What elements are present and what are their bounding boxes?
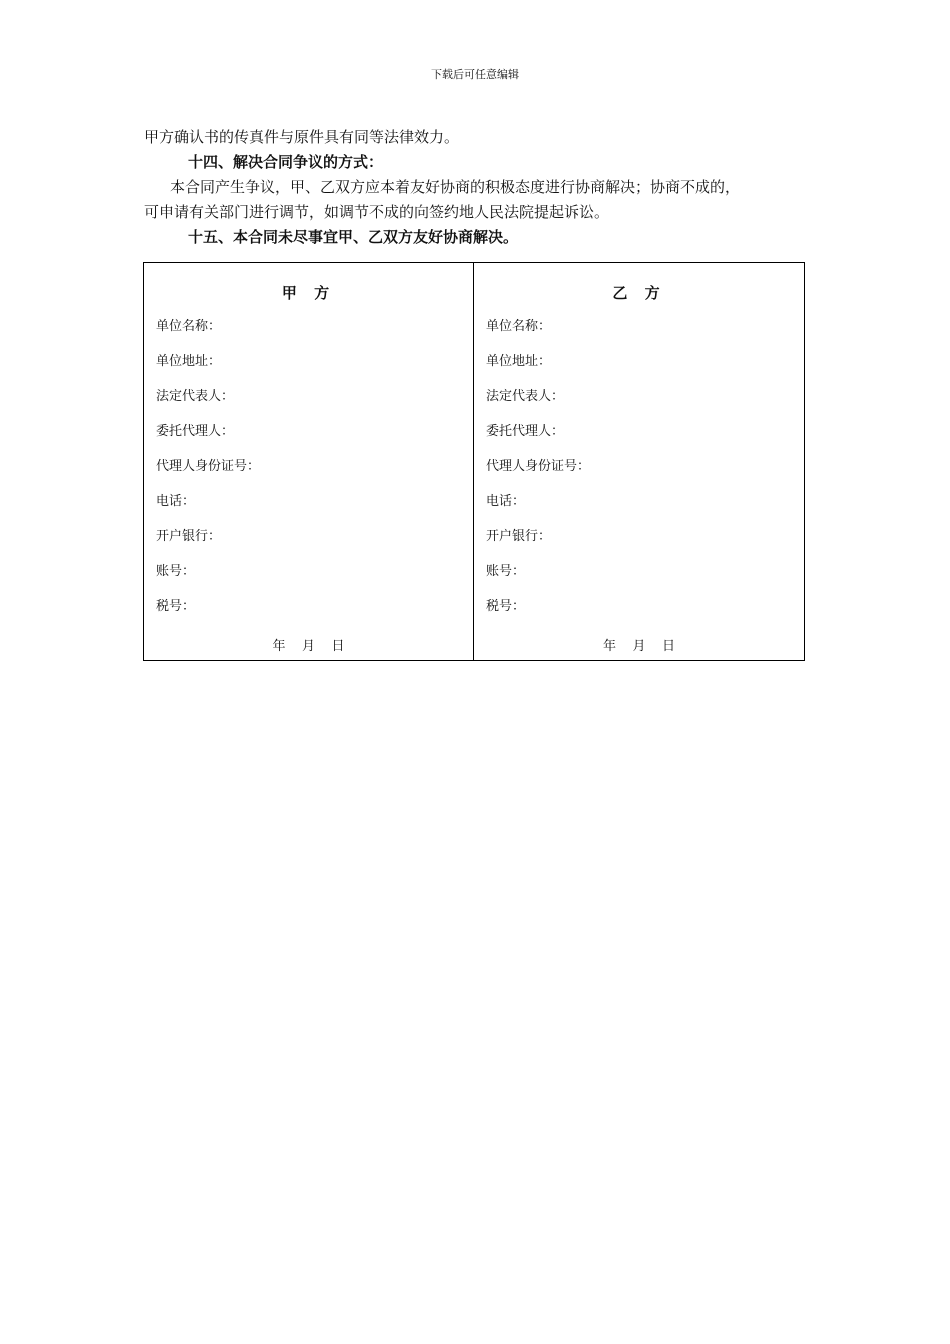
party-b-title: 乙 方 — [612, 284, 666, 302]
party-b-account: 账号： — [486, 564, 526, 579]
party-a-title: 甲 方 — [281, 284, 336, 302]
party-b-legal-rep: 法定代表人： — [486, 389, 565, 404]
party-a-column — [144, 263, 474, 660]
party-b-column — [474, 263, 804, 660]
signature-table — [143, 262, 805, 661]
party-a-agent: 委托代理人： — [156, 424, 235, 439]
party-a-agent-id: 代理人身份证号： — [156, 459, 261, 474]
party-b-company-address: 单位地址： — [486, 354, 552, 369]
party-a-bank: 开户银行： — [156, 529, 222, 544]
party-a-phone: 电话： — [156, 494, 196, 509]
section-heading-14: 十四、解决合同争议的方式： — [188, 153, 384, 171]
party-b-tax-id: 税号： — [486, 599, 526, 614]
paragraph-dispute-line1: 本合同产生争议，甲、乙双方应本着友好协商的积极态度进行协商解决；协商不成的， — [170, 178, 741, 196]
section-heading-15: 十五、本合同未尽事宜甲、乙双方友好协商解决。 — [188, 228, 519, 246]
party-b-agent-id: 代理人身份证号： — [486, 459, 591, 474]
party-a-date: 年 月 日 — [272, 639, 345, 654]
party-b-company-name: 单位名称： — [486, 319, 552, 334]
party-a-legal-rep: 法定代表人： — [156, 389, 235, 404]
party-a-tax-id: 税号： — [156, 599, 196, 614]
party-a-company-name: 单位名称： — [156, 319, 222, 334]
party-a-account: 账号： — [156, 564, 196, 579]
party-b-date: 年 月 日 — [602, 639, 676, 654]
paragraph-fax-validity: 甲方确认书的传真件与原件具有同等法律效力。 — [144, 128, 460, 146]
party-b-agent: 委托代理人： — [486, 424, 565, 439]
page-header: 下载后可任意编辑 — [431, 68, 519, 81]
party-b-bank: 开户银行： — [486, 529, 552, 544]
party-a-company-address: 单位地址： — [156, 354, 222, 369]
party-b-phone: 电话： — [486, 494, 526, 509]
paragraph-dispute-line2: 可申请有关部门进行调节，如调节不成的向签约地人民法院提起诉讼。 — [144, 203, 610, 221]
